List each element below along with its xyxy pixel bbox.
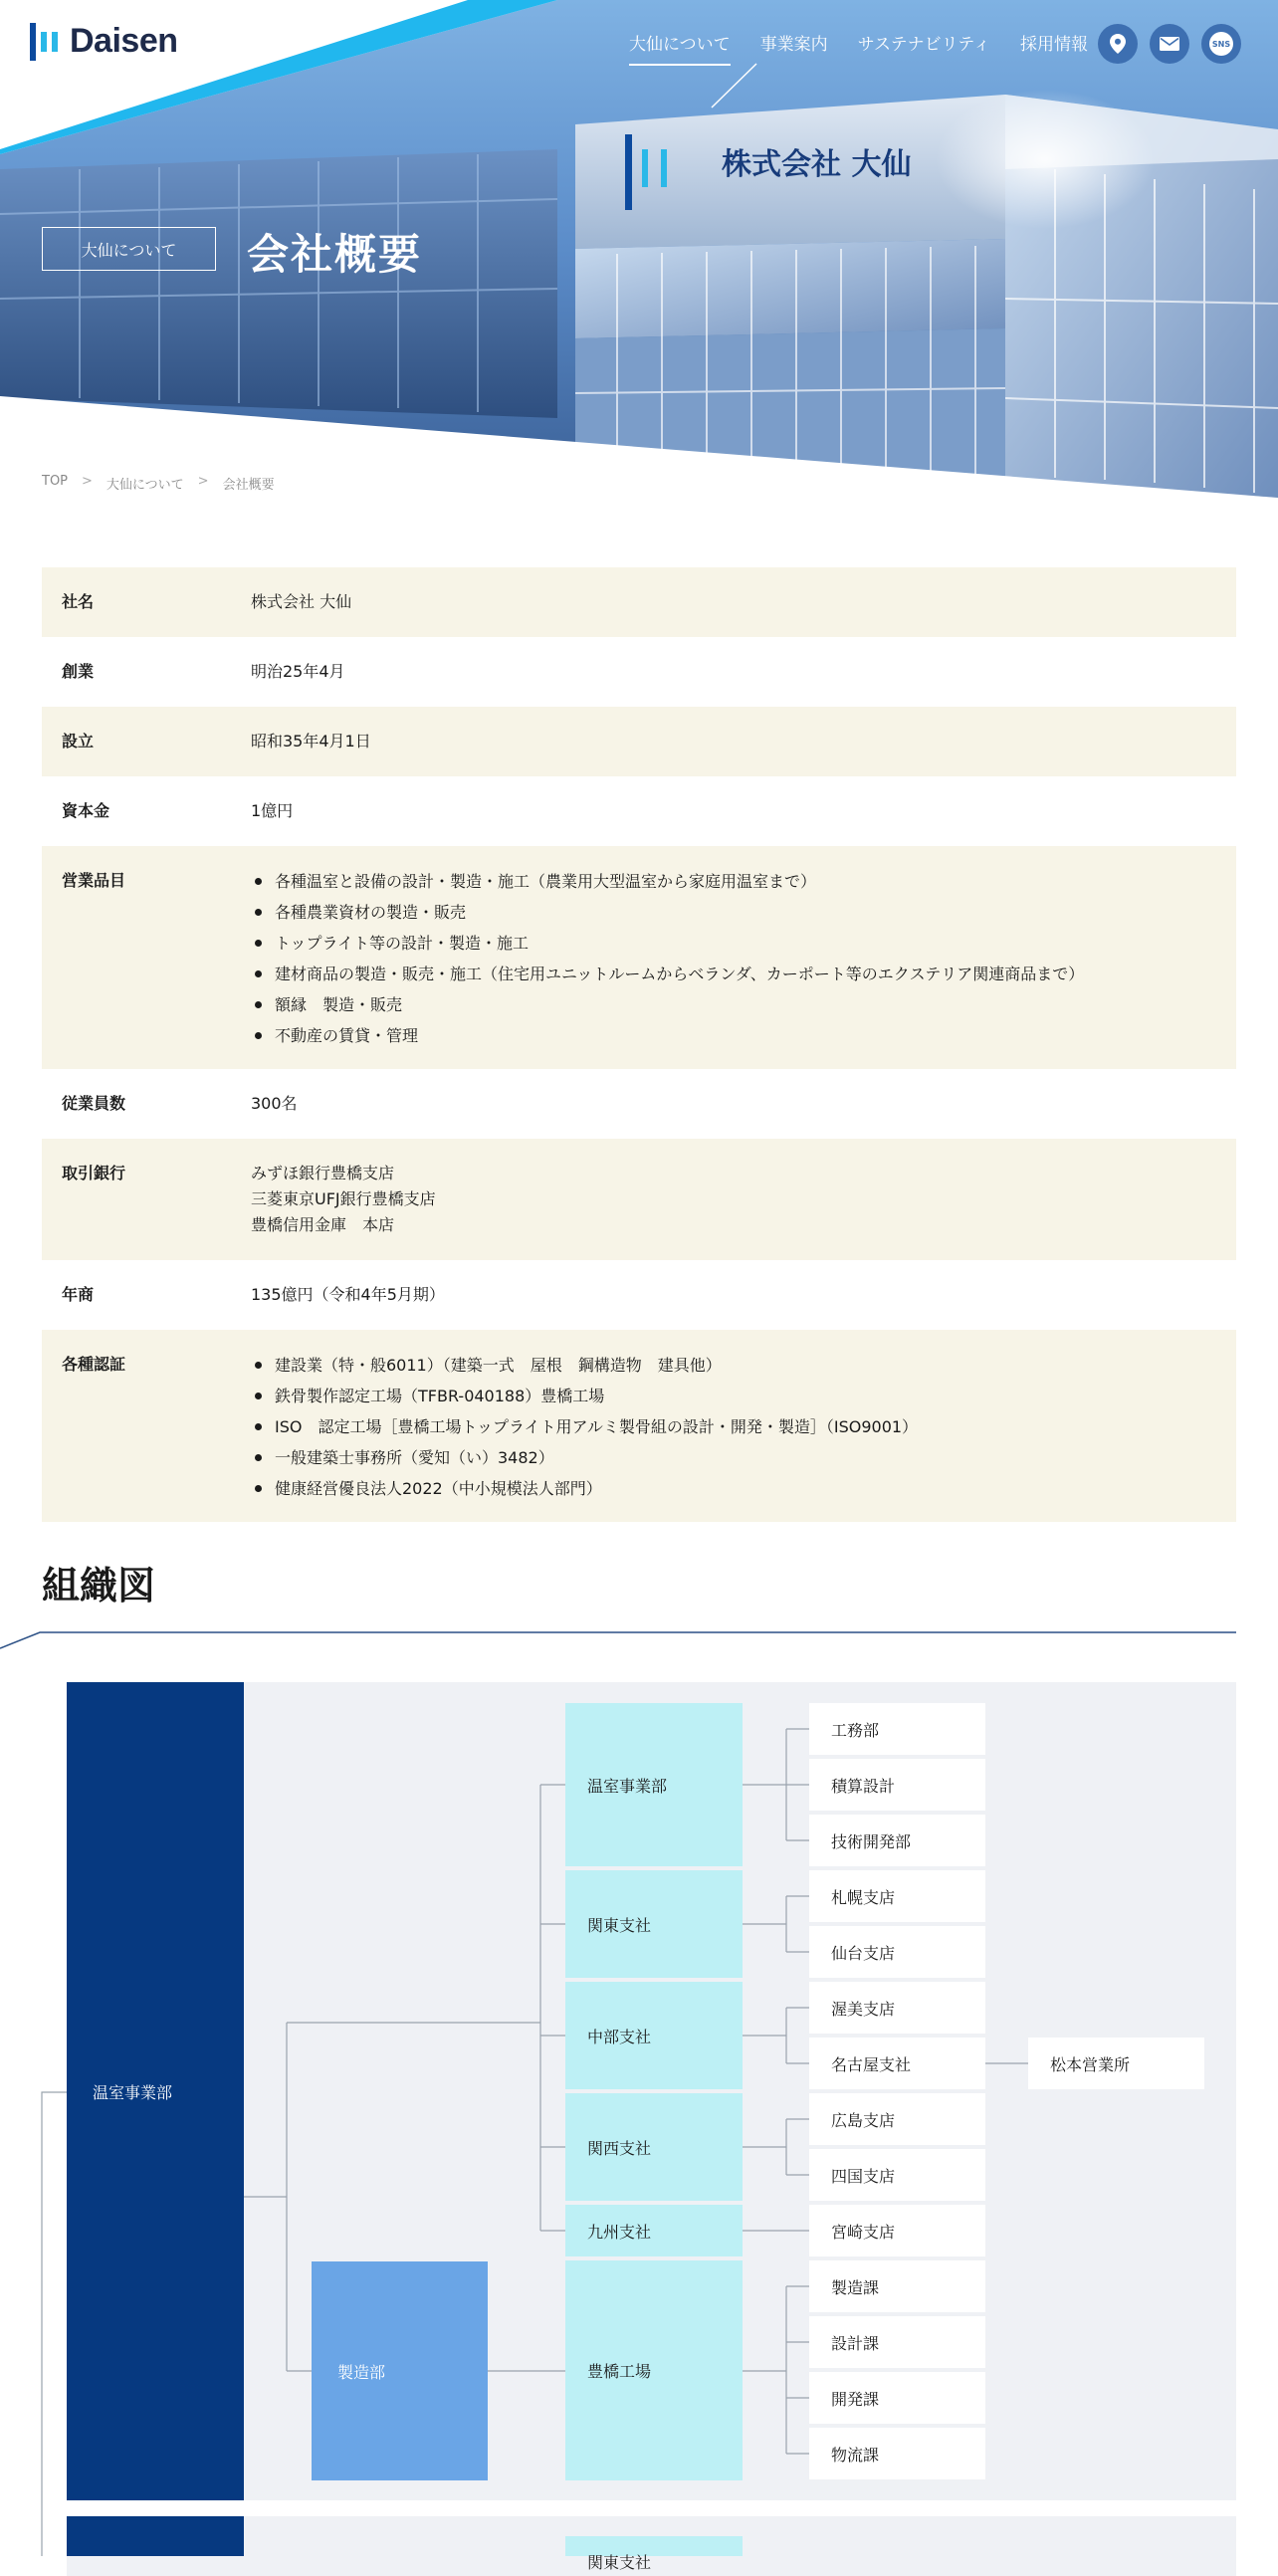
org-leaf: [809, 2205, 985, 2256]
org-manufacturing-dept: [312, 2261, 488, 2480]
org-box-label: 設計課: [831, 2333, 880, 2353]
org-box-label: 温室事業部: [93, 2082, 173, 2102]
table-row: [42, 1069, 1236, 1139]
certifications-list: [251, 1350, 1236, 1504]
row-label: 従業員数: [62, 1094, 126, 1113]
header-icon-buttons: [1098, 24, 1241, 64]
breadcrumb-top[interactable]: TOP: [42, 474, 69, 489]
org-leaf: [809, 1703, 985, 1755]
list-item: 鉄骨製作認定工場（TFBR-040188）豊橋工場: [251, 1381, 1236, 1411]
table-row: [42, 846, 1236, 1069]
org-unit-next: [565, 2536, 743, 2572]
row-value: 株式会社 大仙: [251, 592, 352, 611]
org-unit-kansai: [565, 2093, 743, 2201]
org-leaf: [809, 1870, 985, 1922]
row-label: 社名: [62, 592, 95, 611]
sns-icon: SNS: [1209, 32, 1233, 56]
hero: [0, 0, 1278, 498]
org-box-label: 製造課: [831, 2277, 880, 2297]
bank-line: 三菱東京UFJ銀行豊橋支店: [251, 1189, 436, 1208]
org-box-label: 仙台支店: [831, 1943, 896, 1963]
list-item: 建材商品の製造・販売・施工（住宅用ユニットルームからベランダ、カーポート等のエクステリア関連商品まで）: [251, 959, 1236, 989]
nav-business[interactable]: 事業案内: [759, 35, 828, 55]
org-leaf: [809, 2038, 985, 2089]
map-pin-button[interactable]: [1098, 24, 1138, 64]
main-nav: [629, 30, 1088, 66]
org-box-label: 名古屋支社: [831, 2054, 912, 2074]
org-box-label: 積算設計: [831, 1776, 896, 1796]
breadcrumb-current: 会社概要: [222, 478, 275, 493]
org-unit-greenhouse: [565, 1703, 743, 1866]
org-leaf: [809, 2149, 985, 2201]
table-row: [42, 707, 1236, 776]
org-box-label: 札幌支店: [831, 1887, 896, 1907]
chevron-right-icon: >: [82, 474, 93, 489]
list-item: 各種温室と設備の設計・製造・施工（農業用大型温室から家庭用温室まで）: [251, 866, 1236, 897]
table-row: [42, 1139, 1236, 1260]
org-chart-title: 組織図: [42, 1564, 156, 1608]
logo-text: Daisen: [70, 22, 178, 60]
svg-text:株式会社 大仙: 株式会社 大仙: [722, 147, 912, 182]
chevron-right-icon: >: [197, 474, 209, 489]
org-box-label: 渥美支店: [831, 1999, 896, 2019]
company-info-table: [42, 567, 1236, 1522]
org-box-label: 開発課: [831, 2389, 880, 2409]
bank-line: 豊橋信用金庫 本店: [251, 1215, 395, 1234]
business-items-list: [251, 866, 1236, 1051]
list-item: トップライト等の設計・製造・施工: [251, 928, 1236, 959]
breadcrumb: [42, 474, 275, 493]
map-pin-icon: [1110, 34, 1126, 54]
mail-icon: [1160, 37, 1179, 51]
org-box-label: 九州支社: [587, 2222, 652, 2242]
org-box-label: 関西支社: [587, 2138, 652, 2158]
list-item: ISO 認定工場［豊橋工場トップライト用アルミ製骨組の設計・開発・製造］（ISO9001）: [251, 1411, 1236, 1442]
table-row: [42, 1330, 1236, 1522]
org-leaf: [809, 1759, 985, 1811]
org-box-label: 豊橋工場: [587, 2362, 652, 2381]
list-item: 各種農業資材の製造・販売: [251, 897, 1236, 928]
org-leaf-sub-office: [1028, 2038, 1204, 2089]
table-row: [42, 637, 1236, 707]
row-label: 年商: [62, 1285, 95, 1304]
org-leaf: [809, 1982, 985, 2034]
org-unit-kanto: [565, 1870, 743, 1978]
logo-mark-icon: [30, 23, 58, 61]
row-label: 創業: [62, 662, 95, 681]
list-item: 不動産の賃貸・管理: [251, 1020, 1236, 1051]
row-value: 明治25年4月: [251, 662, 345, 681]
table-row: [42, 567, 1236, 637]
nav-recruit[interactable]: 採用情報: [1019, 35, 1088, 55]
org-box-label: 技術開発部: [831, 1831, 912, 1851]
row-label: 設立: [62, 732, 95, 751]
bank-line: みずほ銀行豊橋支店: [251, 1164, 395, 1182]
org-leaf: [809, 2093, 985, 2145]
nav-sustainability[interactable]: サステナビリティ: [857, 35, 990, 55]
org-unit-kyushu: [565, 2205, 743, 2256]
org-box-label: 製造部: [337, 2362, 386, 2382]
section-divider: [0, 1628, 1278, 1668]
sns-button[interactable]: [1201, 24, 1241, 64]
logo[interactable]: [30, 22, 178, 61]
row-label: 資本金: [62, 801, 110, 820]
org-leaf: [809, 1815, 985, 1866]
org-box-label: 関東支社: [587, 2553, 652, 2572]
org-leaf: [809, 1926, 985, 1978]
row-value: 昭和35年4月1日: [251, 732, 371, 751]
org-box-label: 四国支店: [831, 2166, 896, 2186]
row-value: 300名: [251, 1094, 298, 1113]
org-box-label: 工務部: [831, 1720, 880, 1740]
org-leaf: [809, 2316, 985, 2368]
org-box-label: 松本営業所: [1050, 2054, 1131, 2074]
org-box-label: 広島支店: [831, 2110, 896, 2130]
list-item: 一般建築士事務所（愛知（い）3482）: [251, 1442, 1236, 1473]
org-leaf: [809, 2260, 985, 2312]
org-box-label: 関東支社: [587, 1915, 652, 1935]
table-row: [42, 1260, 1236, 1330]
org-division-greenhouse: [67, 1682, 244, 2500]
org-division-next: [67, 2516, 244, 2556]
hero-category-tag[interactable]: 大仙について: [42, 227, 216, 271]
org-box-label: 温室事業部: [587, 1776, 668, 1796]
org-box-label: 中部支社: [587, 2027, 652, 2046]
mail-button[interactable]: [1150, 24, 1189, 64]
org-unit-chubu: [565, 1982, 743, 2089]
row-value: 135億円（令和4年5月期）: [251, 1285, 445, 1304]
row-label: 取引銀行: [62, 1164, 126, 1182]
org-leaf: [809, 2428, 985, 2479]
list-item: 健康経営優良法人2022（中小規模法人部門）: [251, 1473, 1236, 1504]
breadcrumb-about[interactable]: 大仙について: [106, 478, 184, 493]
org-box-label: 宮崎支店: [831, 2222, 896, 2242]
org-box-label: 物流課: [831, 2445, 880, 2465]
org-unit-toyohashi-factory: [565, 2260, 743, 2480]
row-label: 各種認証: [62, 1355, 126, 1374]
page-title: 会社概要: [247, 230, 423, 279]
table-row: [42, 776, 1236, 846]
row-label: 営業品目: [62, 871, 126, 890]
list-item: 建設業（特・般6011）（建築一式 屋根 鋼構造物 建具他）: [251, 1350, 1236, 1381]
list-item: 額縁 製造・販売: [251, 989, 1236, 1020]
org-leaf: [809, 2372, 985, 2424]
row-value: 1億円: [251, 801, 294, 820]
nav-about[interactable]: 大仙について: [629, 30, 731, 66]
